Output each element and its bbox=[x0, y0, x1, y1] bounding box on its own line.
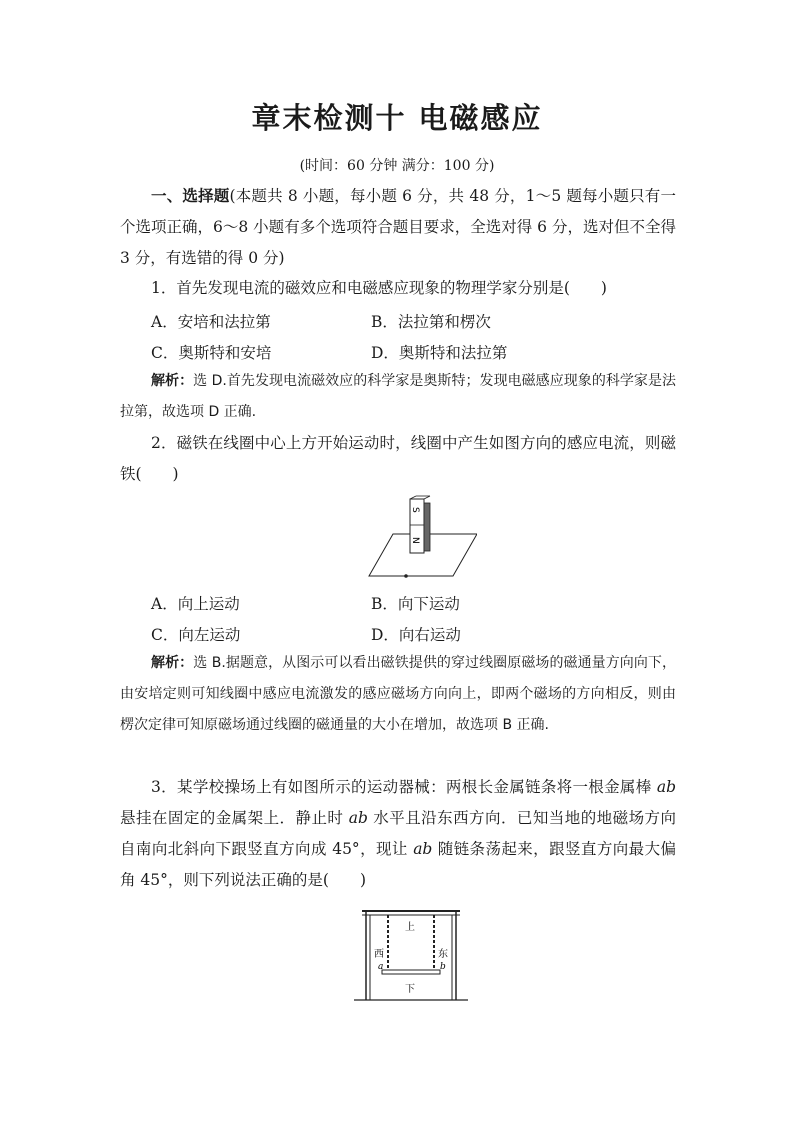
q1-solution bbox=[120, 366, 676, 428]
q1-option-b: B．法拉第和楞次 bbox=[371, 313, 491, 331]
metal-rod-ab bbox=[382, 970, 440, 974]
var-ab: ab bbox=[413, 840, 433, 858]
var-ab: ab bbox=[656, 778, 676, 796]
magnet-south-label: S bbox=[410, 507, 420, 513]
solution-label: 解析： bbox=[151, 373, 194, 389]
section-instructions: (本题共 8 小题，每小题 6 分，共 48 分，1～5 题每小题只有一个选项正确，6～8 小题有多个选项符合题目要求，全选对得 6 分，选对但不全得 3 分，有选错的得 0 分) bbox=[120, 187, 676, 267]
swing-apparatus-figure bbox=[354, 906, 468, 1004]
question-1-stem: 1．首先发现电流的磁效应和电磁感应现象的物理学家分别是( ) bbox=[151, 279, 607, 297]
q1-option-a: A．安培和法拉第 bbox=[151, 313, 271, 331]
magnet-side bbox=[424, 503, 430, 551]
label-east: 东 bbox=[438, 949, 448, 960]
q2-option-d: D．向右运动 bbox=[371, 626, 461, 644]
label-a: a bbox=[378, 962, 384, 972]
label-b: b bbox=[440, 962, 446, 972]
q2-option-b: B．向下运动 bbox=[371, 595, 460, 613]
q3-text-3: 水平且沿东西方向．已知当地的地磁场方向自南向北斜向下跟竖直方向成 45°，现让 bbox=[120, 809, 676, 858]
solution-text: 选 D.首先发现电流磁效应的科学家是奥斯特；发现电磁感应现象的科学家是法拉第，故选项 D 正确. bbox=[120, 373, 676, 420]
q3-text-1: 3．某学校操场上有如图所示的运动器械：两根长金属链条将一根金属棒 bbox=[151, 778, 657, 796]
q1-option-c: C．奥斯特和安培 bbox=[151, 344, 272, 362]
magnet-north-label: N bbox=[410, 537, 420, 544]
solution-text: 选 B.据题意，从图示可以看出磁铁提供的穿过线圈原磁场的磁通量方向向下，由安培定则可知线圈中感应电流激发的感应磁场方向向上，即两个磁场的方向相反，则由楞次定律可知原磁场通过线圈的磁通量的大小在增加，故选项 B 正确. bbox=[120, 655, 676, 733]
label-west: 西 bbox=[374, 949, 384, 960]
page-title: 章末检测十 电磁感应 bbox=[251, 101, 543, 135]
exam-time-score: (时间：60 分钟 满分：100 分) bbox=[299, 158, 495, 174]
question-2-stem: 2．磁铁在线圈中心上方开始运动时，线圈中产生如图方向的感应电流，则磁铁( ) bbox=[120, 434, 676, 483]
label-down: 下 bbox=[405, 984, 415, 995]
coil-current-mark bbox=[404, 574, 408, 578]
question-3-stem bbox=[120, 772, 676, 896]
section-heading: 一、选择题 bbox=[151, 186, 230, 205]
var-ab: ab bbox=[348, 809, 368, 827]
label-up: 上 bbox=[405, 922, 415, 933]
q1-option-d: D．奥斯特和法拉第 bbox=[371, 344, 508, 362]
magnet-coil-figure bbox=[365, 494, 477, 584]
section-intro bbox=[120, 180, 676, 274]
q3-text-2: 悬挂在固定的金属架上．静止时 bbox=[120, 809, 349, 827]
q3-text-4: 随链条荡起来，跟竖直方向最大偏角 45°，则下列说法正确的是( ) bbox=[120, 840, 676, 889]
q2-solution bbox=[120, 648, 676, 741]
solution-label: 解析： bbox=[151, 655, 194, 671]
q2-option-a: A．向上运动 bbox=[151, 595, 240, 613]
q2-option-c: C．向左运动 bbox=[151, 626, 241, 644]
